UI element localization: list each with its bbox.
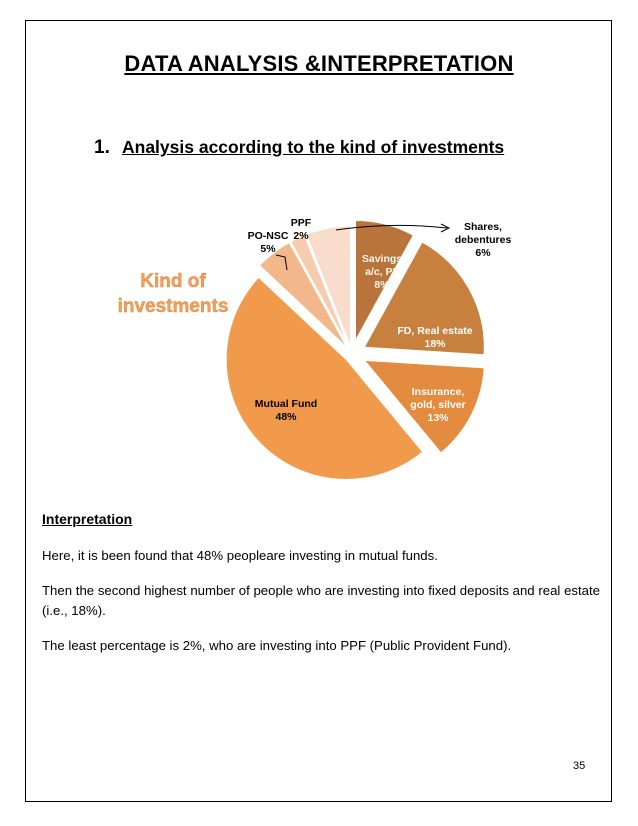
page-title: DATA ANALYSIS &INTERPRETATION xyxy=(124,51,514,76)
chart-title-line: Kind of xyxy=(140,271,206,292)
slice-label: Mutual Fund 48% xyxy=(254,398,318,423)
slice-label: Savings a/c, PF 8% xyxy=(361,253,403,291)
interpretation-paragraph-1: Here, it is been found that 48% peopleare investing in mutual funds. xyxy=(42,548,438,563)
interpretation-heading: Interpretation xyxy=(42,511,133,527)
section-title: Analysis according to the kind of investments xyxy=(122,137,505,157)
interpretation-paragraph-3: The least percentage is 2%, who are investing into PPF (Public Provident Fund). xyxy=(42,638,512,653)
page-number: 35 xyxy=(573,760,586,772)
slice-label: PO-NSC 5% xyxy=(247,230,289,255)
slice-label: FD, Real estate 18% xyxy=(397,325,473,350)
section-number: 1. xyxy=(94,137,110,158)
slice-label: Shares, debentures 6% xyxy=(454,221,512,259)
pie-slices xyxy=(226,220,484,479)
chart-title xyxy=(118,271,229,317)
interpretation-paragraph-2: Then the second highest number of people who are investing into fixed deposits and real estate (i.e., 18%). xyxy=(42,583,600,618)
slice-label: PPF 2% xyxy=(290,217,312,242)
chart-title-line: investments xyxy=(117,296,229,317)
slice-label: Insurance, gold, silver 13% xyxy=(410,386,466,424)
